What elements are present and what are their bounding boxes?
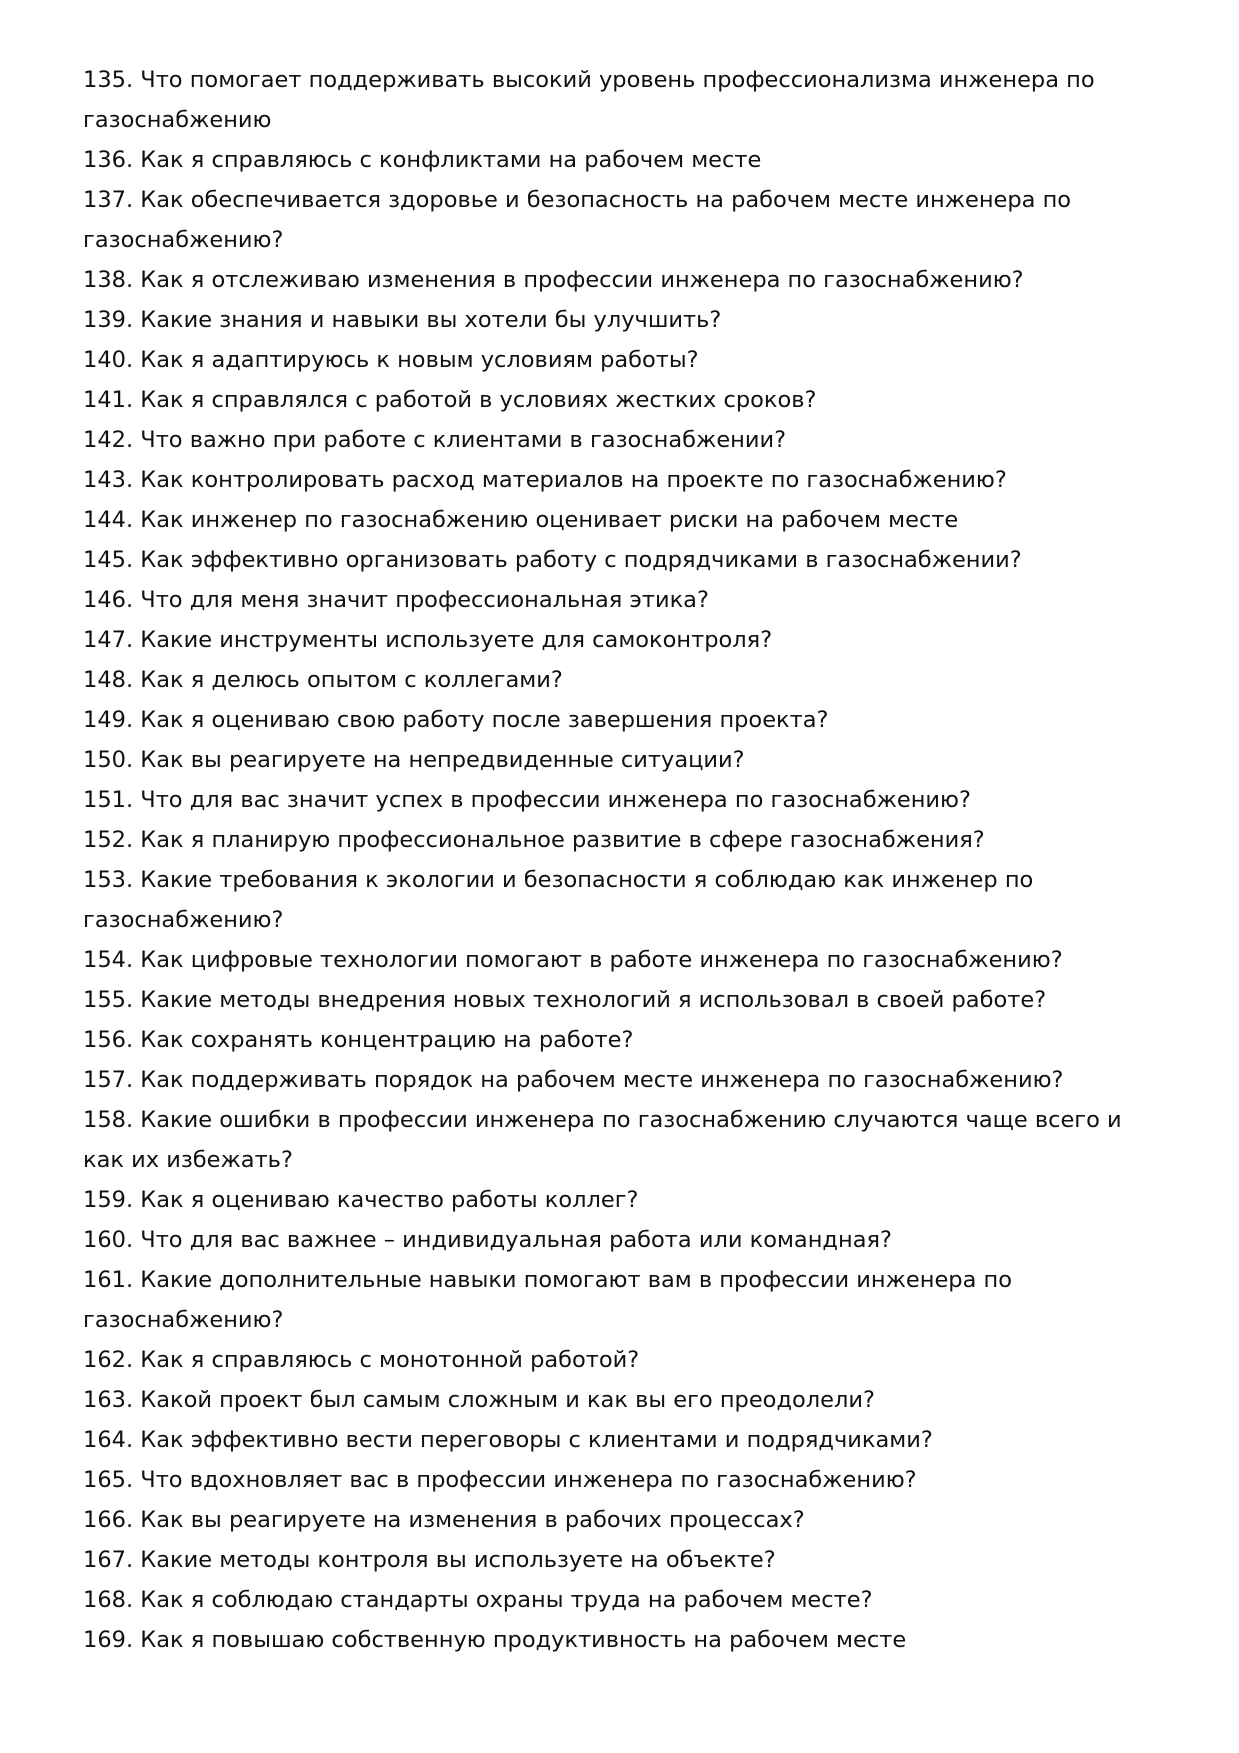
question-text: Как я делюсь опытом с коллегами? <box>140 667 563 693</box>
question-number: 151. <box>83 787 134 813</box>
question-text: Как инженер по газоснабжению оценивает риски на рабочем месте <box>140 507 959 533</box>
question-item <box>83 580 1163 620</box>
question-text: Как я справлялся с работой в условиях жестких сроков? <box>140 387 817 413</box>
question-number: 165. <box>83 1467 134 1493</box>
question-number: 150. <box>83 747 134 773</box>
question-number: 137. <box>83 187 134 213</box>
question-text: Что для вас важнее – индивидуальная работа или командная? <box>140 1227 892 1253</box>
question-number: 169. <box>83 1627 134 1653</box>
document-page <box>83 60 1163 1660</box>
question-text: Какой проект был самым сложным и как вы его преодолели? <box>140 1387 875 1413</box>
question-text: Что важно при работе с клиентами в газоснабжении? <box>140 427 787 453</box>
question-number: 143. <box>83 467 134 493</box>
question-item <box>83 700 1163 740</box>
question-number: 162. <box>83 1347 134 1373</box>
question-item <box>83 1340 1163 1380</box>
question-item <box>83 380 1163 420</box>
question-item <box>83 140 1163 180</box>
question-item <box>83 1260 1163 1340</box>
question-list <box>83 60 1163 1660</box>
question-text: Какие требования к экологии и безопасности я соблюдаю как инженер по газоснабжению? <box>83 867 1034 933</box>
question-text: Какие знания и навыки вы хотели бы улучшить? <box>140 307 722 333</box>
question-number: 147. <box>83 627 134 653</box>
question-number: 141. <box>83 387 134 413</box>
question-text: Как я справляюсь с монотонной работой? <box>140 1347 640 1373</box>
question-text: Как обеспечивается здоровье и безопасность на рабочем месте инженера по газоснабжению? <box>83 187 1072 253</box>
question-item <box>83 980 1163 1020</box>
question-text: Как я соблюдаю стандарты охраны труда на рабочем месте? <box>140 1587 873 1613</box>
question-item <box>83 1420 1163 1460</box>
question-number: 135. <box>83 67 134 93</box>
question-item <box>83 340 1163 380</box>
question-text: Как я адаптируюсь к новым условиям работы? <box>140 347 699 373</box>
question-number: 166. <box>83 1507 134 1533</box>
question-number: 159. <box>83 1187 134 1213</box>
question-item <box>83 1100 1163 1180</box>
question-item <box>83 500 1163 540</box>
question-item <box>83 60 1163 140</box>
question-text: Что помогает поддерживать высокий уровень профессионализма инженера по газоснабжению <box>83 67 1095 133</box>
question-number: 168. <box>83 1587 134 1613</box>
question-number: 167. <box>83 1547 134 1573</box>
question-item <box>83 420 1163 460</box>
question-item <box>83 740 1163 780</box>
question-text: Как эффективно организовать работу с подрядчиками в газоснабжении? <box>140 547 1022 573</box>
question-number: 160. <box>83 1227 134 1253</box>
question-number: 136. <box>83 147 134 173</box>
question-item <box>83 660 1163 700</box>
question-number: 154. <box>83 947 134 973</box>
question-text: Как цифровые технологии помогают в работе инженера по газоснабжению? <box>140 947 1063 973</box>
question-text: Как вы реагируете на изменения в рабочих процессах? <box>140 1507 805 1533</box>
question-item <box>83 1620 1163 1660</box>
question-text: Что вдохновляет вас в профессии инженера по газоснабжению? <box>140 1467 917 1493</box>
question-number: 161. <box>83 1267 134 1293</box>
question-item <box>83 460 1163 500</box>
question-item <box>83 180 1163 260</box>
question-text: Как я планирую профессиональное развитие в сфере газоснабжения? <box>140 827 985 853</box>
question-item <box>83 1380 1163 1420</box>
question-number: 164. <box>83 1427 134 1453</box>
question-item <box>83 540 1163 580</box>
question-text: Какие методы внедрения новых технологий я использовал в своей работе? <box>140 987 1047 1013</box>
question-text: Какие инструменты используете для самоконтроля? <box>140 627 773 653</box>
question-number: 157. <box>83 1067 134 1093</box>
question-number: 146. <box>83 587 134 613</box>
question-item <box>83 1460 1163 1500</box>
question-number: 145. <box>83 547 134 573</box>
question-number: 148. <box>83 667 134 693</box>
question-number: 138. <box>83 267 134 293</box>
question-item <box>83 1540 1163 1580</box>
question-item <box>83 1220 1163 1260</box>
question-text: Как я оцениваю качество работы коллег? <box>140 1187 639 1213</box>
question-item <box>83 620 1163 660</box>
question-text: Какие дополнительные навыки помогают вам в профессии инженера по газоснабжению? <box>83 1267 1012 1333</box>
question-number: 144. <box>83 507 134 533</box>
question-text: Какие методы контроля вы используете на объекте? <box>140 1547 776 1573</box>
question-item <box>83 300 1163 340</box>
question-item <box>83 1500 1163 1540</box>
question-text: Как я оцениваю свою работу после завершения проекта? <box>140 707 829 733</box>
question-text: Что для вас значит успех в профессии инженера по газоснабжению? <box>140 787 971 813</box>
question-item <box>83 820 1163 860</box>
question-number: 155. <box>83 987 134 1013</box>
question-item <box>83 1180 1163 1220</box>
question-text: Какие ошибки в профессии инженера по газоснабжению случаются чаще всего и как их избежать? <box>83 1107 1122 1173</box>
question-text: Как сохранять концентрацию на работе? <box>140 1027 634 1053</box>
question-number: 142. <box>83 427 134 453</box>
question-item <box>83 860 1163 940</box>
question-text: Как вы реагируете на непредвиденные ситуации? <box>140 747 745 773</box>
question-item <box>83 260 1163 300</box>
question-text: Как я отслеживаю изменения в профессии инженера по газоснабжению? <box>140 267 1024 293</box>
question-text: Как я повышаю собственную продуктивность на рабочем месте <box>140 1627 907 1653</box>
question-number: 163. <box>83 1387 134 1413</box>
question-item <box>83 780 1163 820</box>
question-number: 149. <box>83 707 134 733</box>
question-item <box>83 940 1163 980</box>
question-number: 158. <box>83 1107 134 1133</box>
question-text: Как контролировать расход материалов на проекте по газоснабжению? <box>140 467 1007 493</box>
question-number: 152. <box>83 827 134 853</box>
question-item <box>83 1580 1163 1620</box>
question-number: 156. <box>83 1027 134 1053</box>
question-number: 139. <box>83 307 134 333</box>
question-text: Что для меня значит профессиональная этика? <box>140 587 709 613</box>
question-number: 153. <box>83 867 134 893</box>
question-number: 140. <box>83 347 134 373</box>
question-item <box>83 1060 1163 1100</box>
question-text: Как поддерживать порядок на рабочем месте инженера по газоснабжению? <box>140 1067 1064 1093</box>
question-text: Как эффективно вести переговоры с клиентами и подрядчиками? <box>140 1427 933 1453</box>
question-text: Как я справляюсь с конфликтами на рабочем месте <box>140 147 762 173</box>
question-item <box>83 1020 1163 1060</box>
